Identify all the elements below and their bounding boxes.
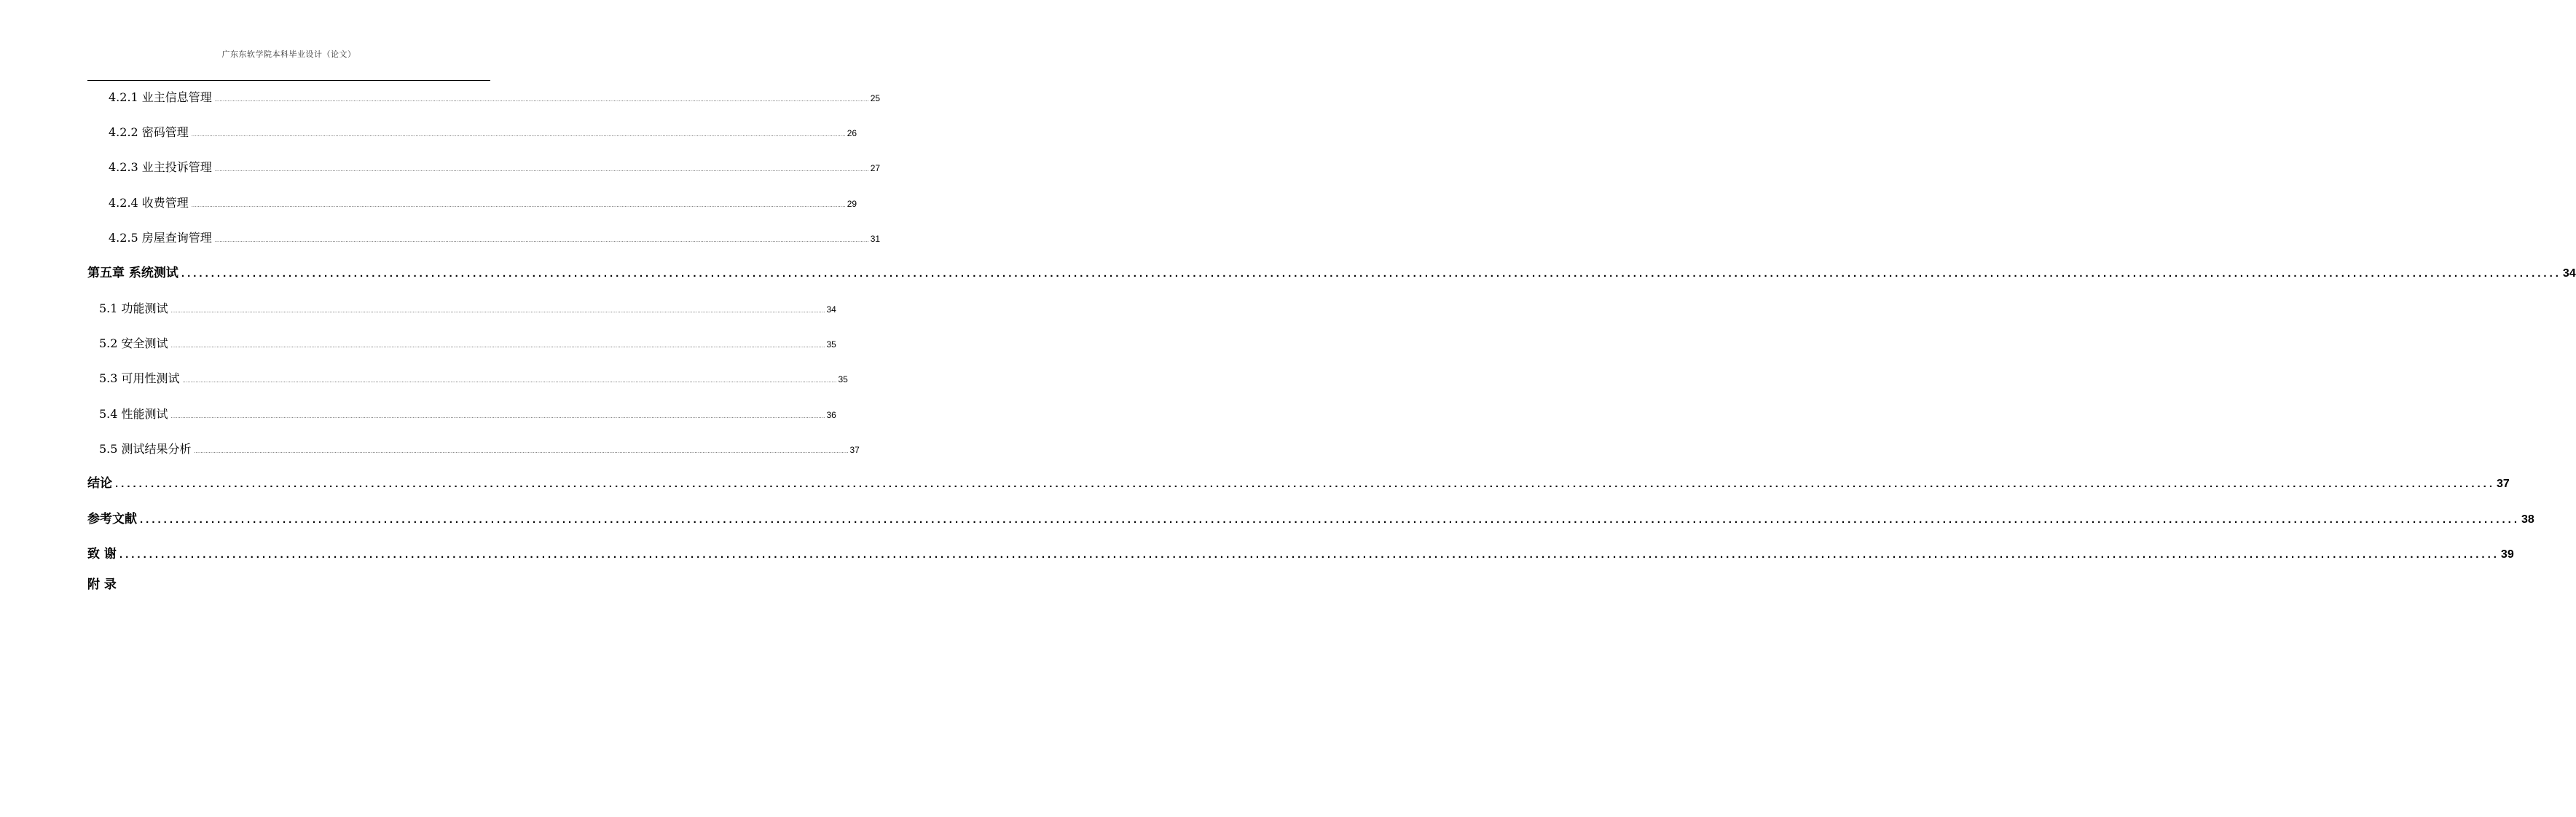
toc-entry-label: 5.2 安全测试	[99, 336, 168, 350]
toc-entry-4-2-2[interactable]	[109, 123, 857, 142]
toc-entry-label: 参考文献	[87, 512, 137, 526]
toc-dot-leader: ................................................................................................................................................................................................................................................................................................................................................................................................................	[170, 344, 825, 349]
toc-page-number: 35	[838, 374, 848, 384]
toc-page-number: 35	[826, 339, 836, 350]
toc-entry-appendix[interactable]: 附 录	[87, 577, 117, 592]
toc-page-number: 34	[2562, 267, 2576, 280]
toc-entry-references[interactable]	[87, 510, 2534, 529]
toc-page-number: 26	[847, 128, 857, 138]
toc-entry-label: 结论	[87, 476, 112, 491]
toc-entry-chapter-5[interactable]	[87, 264, 2576, 283]
toc-entry-acknowledgements[interactable]	[87, 545, 2514, 564]
toc-dot-leader: ................................................................................................................................................................................................................................................................................................................................................................................................................	[182, 379, 837, 384]
toc-entry-label: 4.2.4 收费管理	[109, 196, 189, 210]
toc-dot-leader: ................................................................................................................................................................................................................................................................................................................................................................................................................	[181, 267, 2561, 280]
toc-dot-leader: ................................................................................................................................................................................................................................................................................................................................................................................................................	[194, 449, 849, 454]
toc-entry-5-3[interactable]	[99, 369, 848, 388]
toc-page-number: 37	[2497, 478, 2510, 490]
toc-entry-4-2-4[interactable]	[109, 194, 857, 213]
toc-entry-label: 4.2.2 密码管理	[109, 125, 189, 139]
toc-dot-leader: ................................................................................................................................................................................................................................................................................................................................................................................................................	[170, 414, 825, 419]
toc-entry-4-2-5[interactable]	[109, 229, 881, 248]
toc-page-number: 34	[826, 304, 836, 315]
toc-dot-leader: ................................................................................................................................................................................................................................................................................................................................................................................................................	[191, 133, 846, 138]
toc-dot-leader: ................................................................................................................................................................................................................................................................................................................................................................................................................	[115, 478, 2495, 490]
toc-dot-leader: ................................................................................................................................................................................................................................................................................................................................................................................................................	[170, 309, 825, 314]
toc-entry-4-2-1[interactable]	[109, 88, 881, 107]
toc-entry-5-1[interactable]	[99, 299, 836, 318]
header-rule	[87, 80, 490, 81]
toc-entry-5-4[interactable]	[99, 405, 836, 424]
toc-page-number: 36	[826, 410, 836, 420]
toc-entry-label: 4.2.5 房屋查询管理	[109, 231, 212, 245]
toc-dot-leader: ................................................................................................................................................................................................................................................................................................................................................................................................................	[140, 513, 2520, 526]
toc-entry-label: 第五章 系统测试	[87, 266, 178, 280]
toc-page-number: 38	[2521, 513, 2534, 526]
toc-entry-conclusion[interactable]	[87, 474, 2510, 493]
toc-page-number: 27	[870, 163, 881, 173]
toc-entry-5-2[interactable]	[99, 334, 836, 353]
page-header: 广东东软学院本科毕业设计（论文）	[221, 50, 356, 59]
toc-page-number: 29	[847, 199, 857, 209]
toc-dot-leader: ................................................................................................................................................................................................................................................................................................................................................................................................................	[191, 203, 846, 208]
toc-page-number: 39	[2500, 548, 2514, 561]
toc-entry-label: 5.4 性能测试	[99, 407, 168, 421]
toc-dot-leader: ................................................................................................................................................................................................................................................................................................................................................................................................................	[214, 98, 869, 103]
toc-entry-label: 5.3 可用性测试	[99, 371, 180, 385]
toc-dot-leader: ................................................................................................................................................................................................................................................................................................................................................................................................................	[214, 238, 869, 243]
toc-dot-leader: ................................................................................................................................................................................................................................................................................................................................................................................................................	[119, 548, 2500, 561]
toc-page-number: 37	[849, 445, 860, 455]
toc-dot-leader: ................................................................................................................................................................................................................................................................................................................................................................................................................	[214, 167, 869, 173]
toc-entry-label: 致 谢	[87, 547, 117, 561]
toc-entry-label: 5.1 功能测试	[99, 301, 168, 315]
toc-page-number: 31	[870, 234, 881, 244]
toc-entry-label: 5.5 测试结果分析	[99, 442, 192, 456]
toc-entry-5-5[interactable]	[99, 440, 860, 459]
toc-entry-label: 4.2.1 业主信息管理	[109, 90, 212, 104]
toc-entry-4-2-3[interactable]	[109, 158, 881, 177]
toc-page-number: 25	[870, 93, 881, 103]
toc-entry-label: 4.2.3 业主投诉管理	[109, 160, 212, 174]
